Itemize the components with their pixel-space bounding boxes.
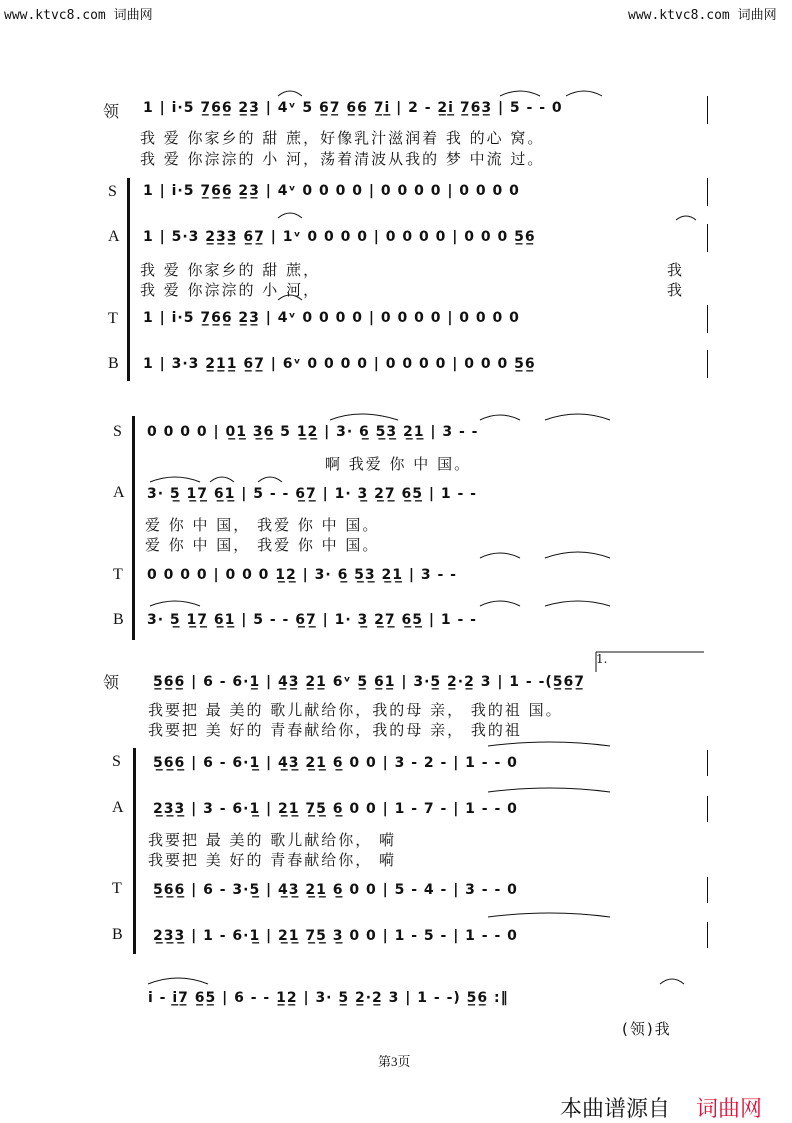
lyrics-alto-end-1: 我 <box>667 261 685 279</box>
notes-alto: 1 | 5·3 2̲3̲3̲ 6̲7̲ | 1ᵛ 0 0 0 0 | 0 0 0 0 | 0 0 0 5̲6̲ <box>143 229 536 245</box>
header-url-right[interactable]: www.ktvc8.com 词曲网 <box>628 8 777 23</box>
lyrics-lead-verse2: 我要把 美 好的 青春献给你，我的母 亲， 我的祖 <box>148 721 522 739</box>
lyrics-lead-verse1: 我要把 最 美的 歌儿献给你，我的母 亲， 我的祖 国。 <box>148 701 563 719</box>
lyrics-soprano: 啊 我爱 你 中 国。 <box>325 455 472 473</box>
notes-lead: 1 | i·5 7̲6̲6̲ 2̲3̲ | 4ᵛ 5 6̲7̲ 6̲6̲ 7̲i̲ | 2 - 2̲i̲ 7̲6̲3̲ | 5 - - 0 <box>143 100 563 116</box>
lyrics-alto-verse1: 我要把 最 美的 歌儿献给你， 嗬 <box>148 831 397 849</box>
volta-1: 1. <box>596 652 608 666</box>
notes-bass: 2̲3̲3̲ | 1 - 6·1̲ | 2̲1̲ 7̲5̲ 3̲ 0 0 | 1 - 5 - | 1 - - 0 <box>153 928 518 944</box>
notes-bass: 1 | 3·3 2̲1̲1̲ 6̲7̲ | 6ᵛ 0 0 0 0 | 0 0 0 0 | 0 0 0 5̲6̲ <box>143 356 536 372</box>
part-label-t: T <box>108 310 118 327</box>
part-label-b: B <box>108 355 119 372</box>
lyrics-lead-verse1: 我 爱 你家乡的 甜 蔗，好像乳汁滋润着 我 的心 窝。 <box>140 129 545 147</box>
part-label-a: A <box>108 228 120 245</box>
part-label-a: A <box>113 484 125 501</box>
notes-soprano: 5̲6̲6̲ | 6 - 6·1̲ | 4̲3̲ 2̲1̲ 6̲ 0 0 | 3 - 2 - | 1 - - 0 <box>153 755 518 771</box>
notes-bass: 3· 5̲ 1̲7̲ 6̲1̲ | 5 - - 6̲7̲ | 1· 3̲ 2̲7̲ 6̲5̲ | 1 - - <box>147 612 477 628</box>
part-label-s: S <box>112 753 121 770</box>
notes-tenor: 0 0 0 0 | 0 0 0 1̲2̲ | 3· 6̲ 5̲3̲ 2̲1̲ | 3 - - <box>147 567 457 583</box>
notes-tenor: 1 | i·5 7̲6̲6̲ 2̲3̲ | 4ᵛ 0 0 0 0 | 0 0 0 0 | 0 0 0 0 <box>143 310 520 326</box>
header-url-left[interactable]: www.ktvc8.com 词曲网 <box>4 8 153 23</box>
lyrics-alto-end-2: 我 <box>667 281 685 299</box>
notes-soprano: 1 | i·5 7̲6̲6̲ 2̲3̲ | 4ᵛ 0 0 0 0 | 0 0 0 0 | 0 0 0 0 <box>143 183 520 199</box>
lyrics-alto-verse2: 我要把 美 好的 青春献给你， 嗬 <box>148 851 397 869</box>
part-label-s: S <box>108 183 117 200</box>
part-label-lead: 领 <box>103 104 120 121</box>
part-label-t: T <box>113 566 123 583</box>
part-label-b: B <box>113 611 124 628</box>
lyrics-alto-verse1: 我 爱 你家乡的 甜 蔗， <box>140 261 321 279</box>
part-label-a: A <box>112 799 124 816</box>
lyrics-alto-verse1: 爱 你 中 国， 我爱 你 中 国。 <box>145 516 380 534</box>
notes-tenor: 5̲6̲6̲ | 6 - 3·5̲ | 4̲3̲ 2̲1̲ 6̲ 0 0 | 5 - 4 - | 3 - - 0 <box>153 882 518 898</box>
credit-site-name[interactable]: 词曲网 <box>696 1097 763 1122</box>
credit-source-text: 本曲谱源自 <box>560 1097 671 1122</box>
lyrics-lead-verse2: 我 爱 你淙淙的 小 河，荡着清波从我的 梦 中流 过。 <box>140 150 545 168</box>
part-label-s: S <box>113 423 122 440</box>
notes-alto: 2̲3̲3̲ | 3 - 6·1̲ | 2̲1̲ 7̲5̲ 6̲ 0 0 | 1 - 7 - | 1 - - 0 <box>153 801 518 817</box>
part-label-b: B <box>112 926 123 943</box>
lyrics-alto-verse2: 我 爱 你淙淙的 小 河， <box>140 281 321 299</box>
notes-lead: 5̲6̲6̲ | 6 - 6·1̲ | 4̲3̲ 2̲1̲ 6ᵛ 5̲ 6̲1̲ | 3·5̲ 2̲·2̲ 3 | 1 - -(5̲6̲7̲ <box>153 674 586 690</box>
lyrics-lead-cue: (领)我 <box>622 1020 672 1038</box>
part-label-lead: 领 <box>103 675 120 692</box>
notes-alto: 3· 5̲ 1̲7̲ 6̲1̲ | 5 - - 6̲7̲ | 1· 3̲ 2̲7̲ 6̲5̲ | 1 - - <box>147 486 477 502</box>
part-label-t: T <box>112 880 122 897</box>
lyrics-alto-verse2: 爱 你 中 国， 我爱 你 中 国。 <box>145 536 380 554</box>
notes-instrumental: i - i̲7̲ 6̲5̲ | 6 - - 1̲2̲ | 3· 5̲ 2̲·2̲ 3 | 1 - -) 5̲6̲ :‖ <box>148 990 509 1006</box>
notes-soprano: 0 0 0 0 | 0̲1̲ 3̲6̲ 5 1̲2̲ | 3· 6̲ 5̲3̲ 2̲1̲ | 3 - - <box>147 424 479 440</box>
page-number: 第3页 <box>378 1054 411 1069</box>
